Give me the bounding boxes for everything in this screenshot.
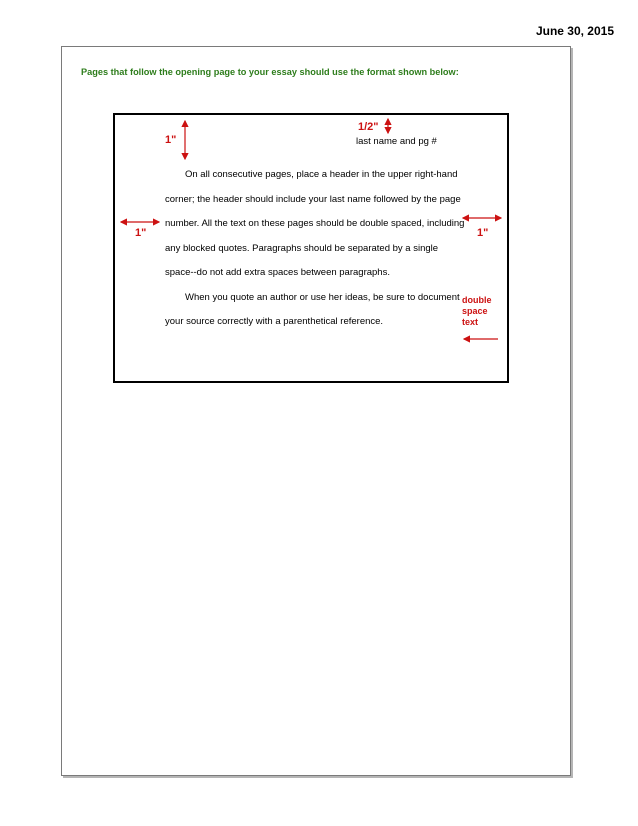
left-margin-label: 1" xyxy=(135,227,147,239)
document-page xyxy=(61,46,571,776)
page-date: June 30, 2015 xyxy=(535,24,614,38)
top-margin-label: 1" xyxy=(165,134,177,146)
sample-paragraph: When you quote an author or use her ideas, be sure to document your source correctly with a parenthetical reference. xyxy=(165,291,460,327)
header-margin-label: 1/2" xyxy=(358,121,379,133)
sample-paragraph: On all consecutive pages, place a header in the upper right-hand corner; the header should include your last name followed by the page number. All the text on these pages should be double spaced, including any blocked quotes. Paragraphs should be separated by a single space--do not add extra spaces between paragraphs. xyxy=(165,169,465,278)
sample-body-text xyxy=(165,163,465,335)
double-space-label: double space text xyxy=(462,295,492,327)
sample-page-box xyxy=(113,113,509,383)
intro-text: Pages that follow the opening page to your essay should use the format shown below: xyxy=(81,67,459,77)
right-margin-label: 1" xyxy=(477,227,489,239)
running-header: last name and pg # xyxy=(356,136,437,147)
